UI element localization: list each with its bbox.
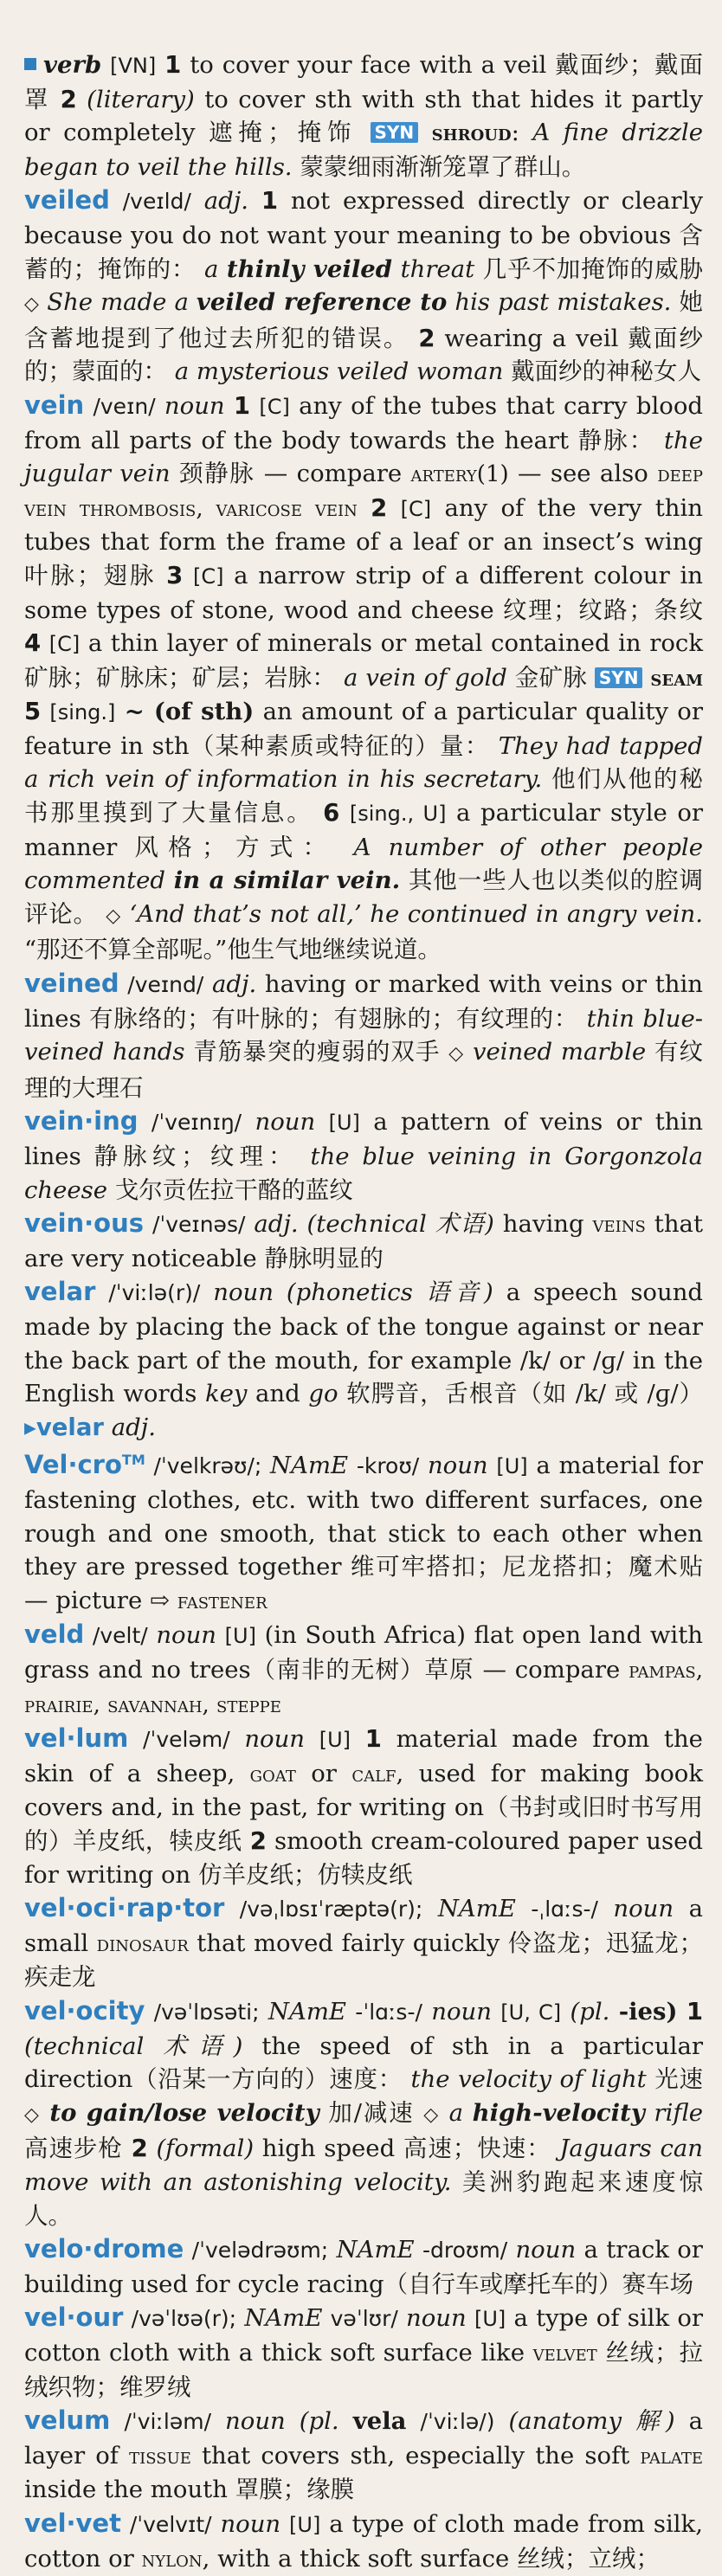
headword: Vel·cro <box>24 1450 122 1480</box>
headword: veined <box>24 969 119 999</box>
entry-vellum: vel·lum /ˈveləm/ noun [U] 1 material made from the skin of a sheep, goat or calf, used for making book covers and, in the past, for writing on（书封或旧时书写用的）羊皮纸，犊皮纸 2 smooth cream-coloured paper used for writing on 仿羊皮纸；仿犊皮纸 <box>24 1723 704 1889</box>
entry-veil-verb: verb [VN] 1 to cover your face with a veil 戴面纱；戴面罩 2 (literary) to cover sth with sth that hides it partly or completely 遮掩；掩饰 SYN shroud: A fine drizzle began to veil the hills. 蒙蒙细雨渐渐笼罩了群山。 <box>24 51 704 181</box>
diamond-icon: ◇ <box>106 905 121 927</box>
entry-velocity: vel·ocity /vəˈlɒsəti; NAmE -ˈlɑːs-/ noun [U, C] (pl. -ies) 1 (technical 术语) the speed of sth in a particular direction（沿某一方向的）速度： the velocity of light 光速 ◇ to gain/lose velocity 加/减速 ◇ a high-velocity rifle 高速步枪 2 (formal) high speed 高速；快速： Jaguars can move with an astonishing velocity. 美洲豹跑起来速度惊人。 <box>24 1996 704 2230</box>
pointing-hand-icon: ⇨ <box>149 1586 171 1614</box>
headword: velar <box>24 1277 96 1307</box>
diamond-icon: ◇ <box>24 293 40 316</box>
entry-veinous: vein·ous /ˈveɪnəs/ adj. (technical 术语) having veins that are very noticeable 静脉明显的 <box>24 1208 703 1272</box>
headword: veiled <box>24 185 110 216</box>
entry-velvet: vel·vet /ˈvelvɪt/ noun [U] a type of cloth made from silk, cotton or nylon, with a thick soft surface 丝绒；立绒； <box>24 2508 703 2573</box>
diamond-icon: ◇ <box>423 2103 440 2126</box>
entry-veined: veined /veɪnd/ adj. having or marked with veins or thin lines 有脉络的；有叶脉的；有翅脉的；有纹理的： thin blue-veined hands 青筋暴突的瘦弱的双手 ◇ veined marble 有纹理的大理石 <box>24 969 704 1102</box>
entry-velour: vel·our /vəˈlʊə(r); NAmE vəˈlʊr/ noun [U] a type of silk or cotton cloth with a thick soft surface like velvet 丝绒；拉绒织物；维罗绒 <box>24 2302 704 2401</box>
diamond-icon: ◇ <box>24 2103 41 2126</box>
entry-veld: veld /velt/ noun [U] (in South Africa) flat open land with grass and no trees（南非的无树）草原 — compare pampas, prairie, savannah, steppe <box>24 1620 704 1718</box>
syn-badge: SYN <box>371 122 419 143</box>
diamond-icon: ◇ <box>448 1043 465 1066</box>
headword: vel·vet <box>24 2508 121 2538</box>
entry-velar: velar /ˈviːlə(r)/ noun (phonetics 语音) a speech sound made by placing the back of the tongue against or near the back part of the mouth, for example /k/ or /ɡ/ in the English words key and go 软腭音，舌根音（如 /k/ 或 /ɡ/） ▸velar adj. <box>24 1277 704 1441</box>
trademark-symbol: TM <box>121 1452 145 1469</box>
entry-veiled: veiled /veɪld/ adj. 1 not expressed directly or clearly because you do not want your meaning to be obvious 含蓄的；掩饰的： a thinly veiled threat 几乎不加掩饰的威胁 ◇ She made a veiled reference to his past mistakes. 她含蓄地提到了他过去所犯的错误。 2 wearing a veil 戴面纱的；蒙面的： a mysterious veiled woman 戴面纱的神秘女人 <box>24 185 704 386</box>
syn-badge: SYN <box>595 667 643 688</box>
sense-bullet-icon <box>24 58 36 70</box>
headword: velum <box>24 2405 111 2436</box>
derivative-arrow-icon: ▸ <box>24 1413 36 1441</box>
entry-velociraptor: vel·oci·rap·tor /vəˌlɒsɪˈræptə(r); NAmE -ˌlɑːs-/ noun a small dinosaur that moved fairly quickly 伶盗龙；迅猛龙；疾走龙 <box>24 1893 703 1992</box>
entry-velodrome: velo·drome /ˈvelədrəʊm; NAmE -droʊm/ noun a track or building used for cycle racing（自行车或摩托车的）赛车场 <box>24 2234 703 2298</box>
entry-vein: vein /veɪn/ noun 1 [C] any of the tubes that carry blood from all parts of the body towards the heart 静脉： the jugular vein 颈静脉 — compare artery(1) — see also deep vein thrombosis, varicose vein 2 [C] any of the very thin tubes that form the frame of a leaf or an insect’s wing 叶脉；翅脉 3 [C] a narrow strip of a different colour in some types of stone, wood and cheese 纹理；纹路；条纹 4 [C] a thin layer of minerals or metal contained in rock 矿脉；矿脉床；矿层；岩脉： a vein of gold 金矿脉 SYN seam 5 [sing.] ~ (of sth) an amount of a particular quality or feature in sth（某种素质或特征的）量： They had tapped a rich vein of information in his secretary. 他们从他的秘书那里摸到了大量信息。 6 [sing., U] a particular style or manner 风格；方式： A number of other people commented in a similar vein. 其他一些人也以类似的腔调评论。 ◇ ‘And that’s not all,’ he continued in angry vein. “那还不算全部呢。”他生气地继续说道。 <box>24 390 704 964</box>
headword: vein·ous <box>24 1208 145 1239</box>
entry-velum: velum /ˈviːləm/ noun (pl. vela /ˈviːlə/) (anatomy 解) a layer of tissue that covers sth, especially the soft palate inside the mouth 罩膜；缘膜 <box>24 2405 703 2504</box>
headword: vein·ing <box>24 1106 139 1137</box>
headword: velo·drome <box>24 2234 184 2264</box>
headword: vel·ocity <box>24 1996 145 2025</box>
headword: vein <box>24 390 85 420</box>
headword: veld <box>24 1620 85 1650</box>
headword: vel·oci·rap·tor <box>24 1893 225 1923</box>
headword: vel·lum <box>24 1723 129 1754</box>
entry-velcro: Vel·cro™ /ˈvelkrəʊ/; NAmE -kroʊ/ noun [U] a material for fastening clothes, etc. with two different surfaces, one rough and one smooth, that stick to each other when they are pressed together 维可牢搭扣；尼龙搭扣；魔术贴 — picture ⇨ fastener <box>24 1450 703 1614</box>
entry-veining: vein·ing /ˈveɪnɪŋ/ noun [U] a pattern of veins or thin lines 静脉纹；纹理： the blue veining in Gorgonzola cheese 戈尔贡佐拉干酪的蓝纹 <box>24 1106 703 1204</box>
headword: vel·our <box>24 2302 124 2333</box>
